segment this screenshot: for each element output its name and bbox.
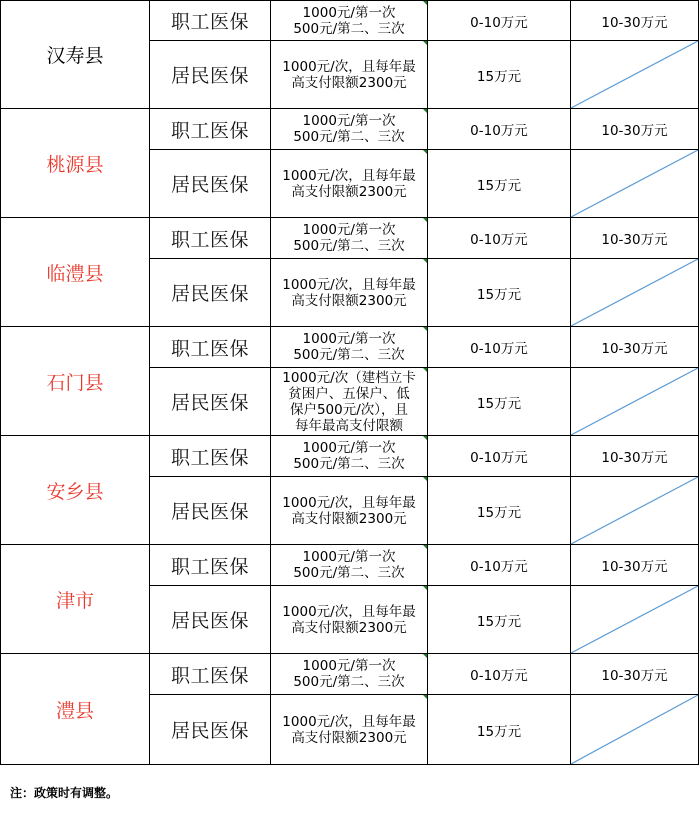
employee-min-amount: 0-10万元 [428, 545, 571, 586]
comment-marker-icon [423, 368, 427, 372]
resident-min-amount: 15万元 [428, 41, 571, 109]
empty-diagonal-cell [571, 586, 699, 654]
county-name: 澧县 [1, 654, 150, 765]
table-row [1, 545, 699, 586]
diagonal-line-icon [571, 695, 698, 764]
diagonal-line-icon [571, 150, 698, 217]
employee-max-amount: 10-30万元 [571, 327, 699, 368]
county-name: 临澧县 [1, 218, 150, 327]
employee-standard: 1000元/第一次 500元/第二、三次 [293, 658, 405, 690]
resident-standard: 1000元/次（建档立卡 贫困户、五保户、低 保户500元/次），且 每年最高支付限额 [282, 369, 416, 434]
insurance-type-employee: 职工医保 [150, 654, 271, 695]
employee-min-amount: 0-10万元 [428, 218, 571, 259]
resident-standard-cell [271, 477, 428, 545]
comment-marker-icon [423, 545, 427, 549]
county-name: 桃源县 [1, 109, 150, 218]
insurance-type-employee: 职工医保 [150, 436, 271, 477]
resident-standard-cell [271, 41, 428, 109]
diagonal-line-icon [571, 368, 698, 435]
resident-min-amount: 15万元 [428, 259, 571, 327]
employee-max-amount: 10-30万元 [571, 545, 699, 586]
insurance-type-resident: 居民医保 [150, 477, 271, 545]
empty-diagonal-cell [571, 150, 699, 218]
employee-min-amount: 0-10万元 [428, 436, 571, 477]
comment-marker-icon [423, 41, 427, 45]
resident-min-amount: 15万元 [428, 695, 571, 765]
resident-standard: 1000元/次，且每年最 高支付限额2300元 [282, 494, 416, 527]
employee-standard: 1000元/第一次 500元/第二、三次 [293, 440, 405, 472]
empty-diagonal-cell [571, 41, 699, 109]
employee-max-amount: 10-30万元 [571, 654, 699, 695]
table-row [1, 1, 699, 41]
employee-standard: 1000元/第一次 500元/第二、三次 [293, 222, 405, 254]
resident-standard: 1000元/次，且每年最 高支付限额2300元 [282, 276, 416, 309]
resident-standard-cell [271, 368, 428, 436]
employee-min-amount: 0-10万元 [428, 654, 571, 695]
employee-min-amount: 0-10万元 [428, 109, 571, 150]
empty-diagonal-cell [571, 477, 699, 545]
employee-standard-cell [271, 545, 428, 586]
resident-standard: 1000元/次，且每年最 高支付限额2300元 [282, 603, 416, 636]
table-row [1, 436, 699, 477]
county-name: 汉寿县 [1, 1, 150, 109]
county-name: 石门县 [1, 327, 150, 436]
employee-standard: 1000元/第一次 500元/第二、三次 [293, 113, 405, 145]
resident-min-amount: 15万元 [428, 586, 571, 654]
employee-standard-cell [271, 654, 428, 695]
comment-marker-icon [423, 150, 427, 154]
comment-marker-icon [423, 259, 427, 263]
policy-note: 注：政策时有调整。 [10, 786, 119, 800]
table-row [1, 218, 699, 259]
comment-marker-icon [423, 109, 427, 113]
insurance-type-resident: 居民医保 [150, 259, 271, 327]
insurance-type-resident: 居民医保 [150, 586, 271, 654]
insurance-type-employee: 职工医保 [150, 218, 271, 259]
resident-standard-cell [271, 259, 428, 327]
employee-standard-cell [271, 327, 428, 368]
insurance-type-resident: 居民医保 [150, 150, 271, 218]
employee-max-amount: 10-30万元 [571, 109, 699, 150]
insurance-type-resident: 居民医保 [150, 41, 271, 109]
insurance-type-employee: 职工医保 [150, 545, 271, 586]
insurance-type-resident: 居民医保 [150, 368, 271, 436]
resident-standard-cell [271, 150, 428, 218]
employee-max-amount: 10-30万元 [571, 1, 699, 41]
table-row [1, 327, 699, 368]
employee-min-amount: 0-10万元 [428, 1, 571, 41]
insurance-type-employee: 职工医保 [150, 109, 271, 150]
resident-standard-cell [271, 586, 428, 654]
comment-marker-icon [423, 327, 427, 331]
employee-standard: 1000元/第一次 500元/第二、三次 [293, 331, 405, 363]
empty-diagonal-cell [571, 695, 699, 765]
employee-standard: 1000元/第一次 500元/第二、三次 [293, 549, 405, 581]
county-name: 津市 [1, 545, 150, 654]
diagonal-line-icon [571, 477, 698, 544]
resident-standard: 1000元/次，且每年最 高支付限额2300元 [282, 58, 416, 91]
diagonal-line-icon [571, 41, 698, 108]
comment-marker-icon [423, 586, 427, 590]
comment-marker-icon [423, 218, 427, 222]
resident-standard-clip [271, 370, 427, 434]
employee-standard-cell [271, 218, 428, 259]
comment-marker-icon [423, 477, 427, 481]
county-name: 安乡县 [1, 436, 150, 545]
employee-max-amount: 10-30万元 [571, 436, 699, 477]
resident-standard: 1000元/次，且每年最 高支付限额2300元 [282, 713, 416, 746]
insurance-type-employee: 职工医保 [150, 327, 271, 368]
resident-min-amount: 15万元 [428, 150, 571, 218]
diagonal-line-icon [571, 586, 698, 653]
employee-standard: 1000元/第一次 500元/第二、三次 [293, 4, 405, 37]
comment-marker-icon [423, 436, 427, 440]
employee-max-amount: 10-30万元 [571, 218, 699, 259]
comment-marker-icon [423, 695, 427, 699]
insurance-type-resident: 居民医保 [150, 695, 271, 765]
table-row [1, 654, 699, 695]
employee-standard-cell [271, 436, 428, 477]
resident-standard-cell [271, 695, 428, 765]
resident-standard: 1000元/次，且每年最 高支付限额2300元 [282, 167, 416, 200]
diagonal-line-icon [571, 259, 698, 326]
resident-min-amount: 15万元 [428, 477, 571, 545]
comment-marker-icon [423, 654, 427, 658]
employee-standard-cell [271, 109, 428, 150]
empty-diagonal-cell [571, 259, 699, 327]
resident-min-amount: 15万元 [428, 368, 571, 436]
table-row [1, 109, 699, 150]
empty-diagonal-cell [571, 368, 699, 436]
employee-standard-cell [271, 1, 428, 41]
insurance-type-employee: 职工医保 [150, 1, 271, 41]
comment-marker-icon [423, 1, 427, 5]
employee-min-amount: 0-10万元 [428, 327, 571, 368]
